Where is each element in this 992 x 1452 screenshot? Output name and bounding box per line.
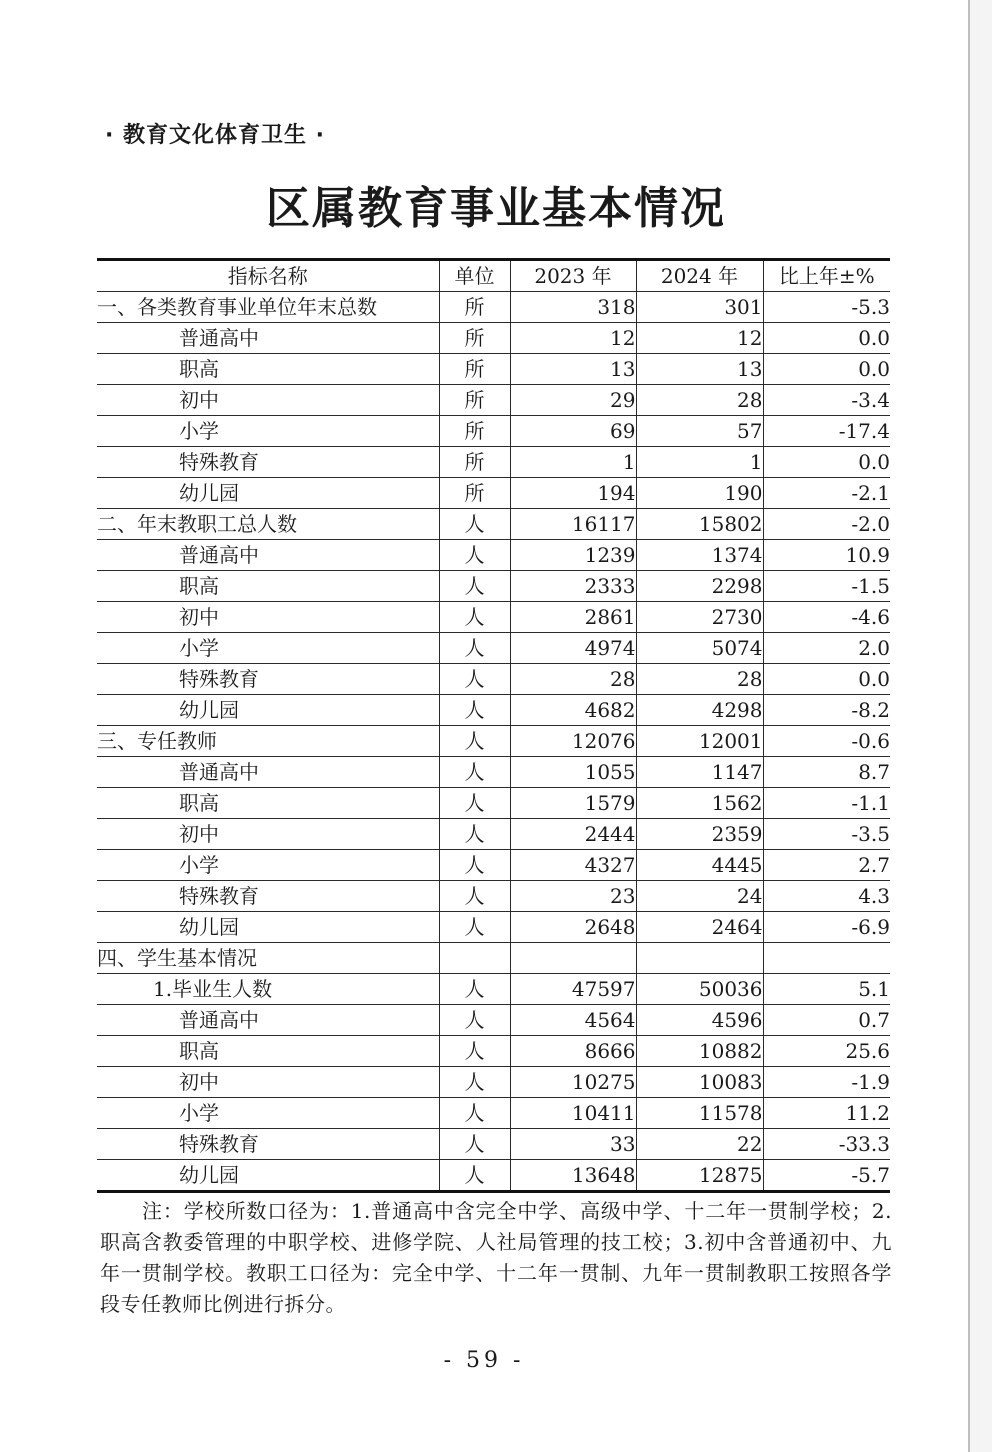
row-value-2024: [636, 943, 763, 974]
row-indicator-name: 小学: [97, 850, 439, 881]
row-change-percent: -1.9: [763, 1067, 890, 1098]
table-row: [97, 912, 890, 943]
row-value-2024: 57: [636, 416, 763, 447]
row-indicator-name: 四、学生基本情况: [97, 943, 439, 974]
row-value-2023: [510, 943, 636, 974]
row-value-2023: 12: [510, 323, 636, 354]
row-unit: 所: [439, 416, 510, 447]
row-unit: 人: [439, 726, 510, 757]
table-row: [97, 509, 890, 540]
row-change-percent: 0.7: [763, 1005, 890, 1036]
row-indicator-name: 特殊教育: [97, 1129, 439, 1160]
table-row: [97, 881, 890, 912]
row-indicator-name: 初中: [97, 819, 439, 850]
row-unit: 人: [439, 1160, 510, 1192]
row-unit: 人: [439, 819, 510, 850]
row-unit: 人: [439, 974, 510, 1005]
row-value-2024: 4596: [636, 1005, 763, 1036]
row-indicator-name: 二、年末教职工总人数: [97, 509, 439, 540]
table-body: [97, 292, 890, 1192]
row-value-2024: 1562: [636, 788, 763, 819]
table-row: [97, 850, 890, 881]
row-indicator-name: 幼儿园: [97, 912, 439, 943]
row-value-2023: 69: [510, 416, 636, 447]
row-value-2023: 12076: [510, 726, 636, 757]
row-change-percent: -33.3: [763, 1129, 890, 1160]
row-change-percent: 0.0: [763, 323, 890, 354]
table-row: [97, 385, 890, 416]
row-value-2024: 12875: [636, 1160, 763, 1192]
row-value-2023: 194: [510, 478, 636, 509]
row-value-2023: 13: [510, 354, 636, 385]
table-row: [97, 695, 890, 726]
row-indicator-name: 特殊教育: [97, 881, 439, 912]
row-value-2023: 1: [510, 447, 636, 478]
row-value-2023: 16117: [510, 509, 636, 540]
row-change-percent: 0.0: [763, 447, 890, 478]
row-unit: [439, 943, 510, 974]
row-indicator-name: 一、各类教育事业单位年末总数: [97, 292, 439, 323]
row-unit: 人: [439, 540, 510, 571]
row-indicator-name: 普通高中: [97, 540, 439, 571]
row-change-percent: -8.2: [763, 695, 890, 726]
row-unit: 人: [439, 571, 510, 602]
row-change-percent: -4.6: [763, 602, 890, 633]
row-indicator-name: 三、专任教师: [97, 726, 439, 757]
row-value-2024: 4445: [636, 850, 763, 881]
row-value-2024: 12: [636, 323, 763, 354]
row-change-percent: 11.2: [763, 1098, 890, 1129]
row-change-percent: -1.1: [763, 788, 890, 819]
education-stats-table: [97, 258, 890, 1193]
row-value-2024: 10882: [636, 1036, 763, 1067]
row-value-2024: 1: [636, 447, 763, 478]
table-row: [97, 447, 890, 478]
row-unit: 所: [439, 385, 510, 416]
row-unit: 所: [439, 478, 510, 509]
row-unit: 人: [439, 788, 510, 819]
row-unit: 所: [439, 323, 510, 354]
row-value-2024: 301: [636, 292, 763, 323]
row-value-2024: 11578: [636, 1098, 763, 1129]
row-change-percent: 2.7: [763, 850, 890, 881]
row-unit: 人: [439, 881, 510, 912]
row-unit: 人: [439, 509, 510, 540]
row-value-2023: 2444: [510, 819, 636, 850]
row-value-2023: 8666: [510, 1036, 636, 1067]
section-header: · 教育文化体育卫生 ·: [105, 123, 326, 148]
row-value-2023: 10411: [510, 1098, 636, 1129]
row-unit: 人: [439, 633, 510, 664]
row-change-percent: -17.4: [763, 416, 890, 447]
row-indicator-name: 初中: [97, 385, 439, 416]
row-change-percent: -5.7: [763, 1160, 890, 1192]
row-indicator-name: 1.毕业生人数: [97, 974, 439, 1005]
row-change-percent: 2.0: [763, 633, 890, 664]
row-value-2024: 2464: [636, 912, 763, 943]
row-indicator-name: 职高: [97, 788, 439, 819]
row-change-percent: -2.0: [763, 509, 890, 540]
row-unit: 人: [439, 1036, 510, 1067]
row-value-2023: 318: [510, 292, 636, 323]
table-row: [97, 478, 890, 509]
row-indicator-name: 小学: [97, 416, 439, 447]
row-value-2024: 28: [636, 664, 763, 695]
row-value-2023: 4682: [510, 695, 636, 726]
table-header-row: [97, 260, 890, 292]
row-unit: 人: [439, 850, 510, 881]
row-indicator-name: 普通高中: [97, 1005, 439, 1036]
row-value-2024: 1374: [636, 540, 763, 571]
row-value-2023: 33: [510, 1129, 636, 1160]
table-row: [97, 1005, 890, 1036]
row-value-2024: 28: [636, 385, 763, 416]
header-year-2024: 2024 年: [636, 260, 763, 292]
row-indicator-name: 初中: [97, 1067, 439, 1098]
row-unit: 人: [439, 912, 510, 943]
table-row: [97, 943, 890, 974]
row-change-percent: 0.0: [763, 354, 890, 385]
table-row: [97, 1129, 890, 1160]
row-change-percent: [763, 943, 890, 974]
row-value-2023: 1579: [510, 788, 636, 819]
row-value-2024: 2359: [636, 819, 763, 850]
row-value-2024: 15802: [636, 509, 763, 540]
page-number: - 59 -: [443, 1348, 525, 1373]
row-value-2024: 5074: [636, 633, 763, 664]
row-unit: 人: [439, 695, 510, 726]
row-unit: 所: [439, 354, 510, 385]
table-row: [97, 354, 890, 385]
row-change-percent: -0.6: [763, 726, 890, 757]
row-change-percent: 25.6: [763, 1036, 890, 1067]
row-value-2023: 2333: [510, 571, 636, 602]
row-value-2024: 1147: [636, 757, 763, 788]
header-year-2023: 2023 年: [510, 260, 636, 292]
row-change-percent: 5.1: [763, 974, 890, 1005]
row-change-percent: 8.7: [763, 757, 890, 788]
row-value-2024: 13: [636, 354, 763, 385]
row-value-2023: 1239: [510, 540, 636, 571]
row-unit: 人: [439, 664, 510, 695]
row-unit: 所: [439, 447, 510, 478]
table-row: [97, 602, 890, 633]
table-row: [97, 416, 890, 447]
row-value-2023: 1055: [510, 757, 636, 788]
header-indicator-name: 指标名称: [97, 260, 439, 292]
row-value-2023: 47597: [510, 974, 636, 1005]
row-value-2024: 12001: [636, 726, 763, 757]
table-row: [97, 757, 890, 788]
header-unit: 单位: [439, 260, 510, 292]
row-indicator-name: 初中: [97, 602, 439, 633]
footnote: 注：学校所数口径为：1.普通高中含完全中学、高级中学、十二年一贯制学校；2.职高含教委管理的中职学校、进修学院、人社局管理的技工校；3.初中含普通初中、九年一贯制学校。教职工口径为：完全中学、十二年一贯制、九年一贯制教职工按照各学段专任教师比例进行拆分。: [100, 1199, 892, 1316]
row-value-2024: 22: [636, 1129, 763, 1160]
row-unit: 人: [439, 602, 510, 633]
row-value-2023: 2861: [510, 602, 636, 633]
row-value-2023: 4974: [510, 633, 636, 664]
row-change-percent: -6.9: [763, 912, 890, 943]
row-value-2024: 50036: [636, 974, 763, 1005]
row-indicator-name: 职高: [97, 354, 439, 385]
row-value-2023: 28: [510, 664, 636, 695]
row-indicator-name: 幼儿园: [97, 478, 439, 509]
row-unit: 所: [439, 292, 510, 323]
row-indicator-name: 普通高中: [97, 323, 439, 354]
table-row: [97, 819, 890, 850]
row-value-2023: 2648: [510, 912, 636, 943]
table-row: [97, 1036, 890, 1067]
table-row: [97, 1067, 890, 1098]
row-value-2023: 10275: [510, 1067, 636, 1098]
row-indicator-name: 幼儿园: [97, 1160, 439, 1192]
row-indicator-name: 特殊教育: [97, 447, 439, 478]
table-row: [97, 974, 890, 1005]
table-row: [97, 726, 890, 757]
row-change-percent: 10.9: [763, 540, 890, 571]
row-change-percent: 0.0: [763, 664, 890, 695]
row-value-2024: 24: [636, 881, 763, 912]
row-indicator-name: 职高: [97, 571, 439, 602]
row-value-2024: 2298: [636, 571, 763, 602]
row-indicator-name: 小学: [97, 633, 439, 664]
table-row: [97, 633, 890, 664]
row-value-2024: 10083: [636, 1067, 763, 1098]
row-value-2024: 4298: [636, 695, 763, 726]
row-indicator-name: 特殊教育: [97, 664, 439, 695]
row-indicator-name: 幼儿园: [97, 695, 439, 726]
row-unit: 人: [439, 1098, 510, 1129]
row-value-2023: 29: [510, 385, 636, 416]
row-value-2023: 13648: [510, 1160, 636, 1192]
table-row: [97, 540, 890, 571]
header-change-percent: 比上年±%: [763, 260, 890, 292]
row-change-percent: -2.1: [763, 478, 890, 509]
row-change-percent: -3.5: [763, 819, 890, 850]
table-row: [97, 323, 890, 354]
row-change-percent: -5.3: [763, 292, 890, 323]
row-unit: 人: [439, 757, 510, 788]
row-value-2023: 23: [510, 881, 636, 912]
table-row: [97, 571, 890, 602]
row-value-2024: 2730: [636, 602, 763, 633]
row-value-2023: 4564: [510, 1005, 636, 1036]
table-row: [97, 292, 890, 323]
row-indicator-name: 职高: [97, 1036, 439, 1067]
row-change-percent: -1.5: [763, 571, 890, 602]
page-title: 区属教育事业基本情况: [266, 183, 726, 234]
row-unit: 人: [439, 1129, 510, 1160]
row-value-2023: 4327: [510, 850, 636, 881]
row-value-2024: 190: [636, 478, 763, 509]
row-unit: 人: [439, 1005, 510, 1036]
row-unit: 人: [439, 1067, 510, 1098]
row-change-percent: 4.3: [763, 881, 890, 912]
table-row: [97, 1160, 890, 1192]
row-change-percent: -3.4: [763, 385, 890, 416]
table-row: [97, 1098, 890, 1129]
table-row: [97, 788, 890, 819]
row-indicator-name: 小学: [97, 1098, 439, 1129]
row-indicator-name: 普通高中: [97, 757, 439, 788]
table-row: [97, 664, 890, 695]
